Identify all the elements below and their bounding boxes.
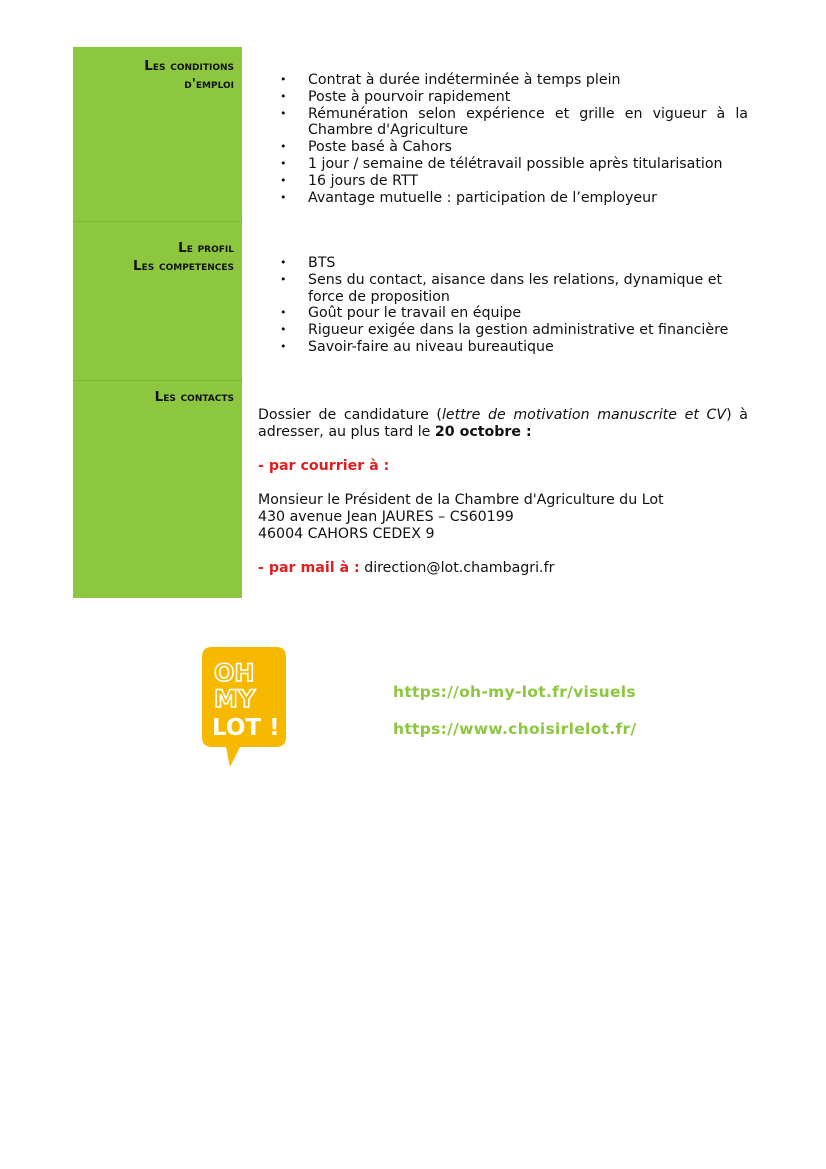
links-block bbox=[393, 683, 636, 738]
profil-heading-line2: Les competences bbox=[133, 258, 234, 274]
list-item: • 16 jours de RTT bbox=[258, 173, 748, 190]
conditions-section bbox=[258, 72, 748, 206]
logo-text-lot: LOT ! bbox=[212, 715, 280, 741]
contacts-section bbox=[258, 407, 748, 577]
conditions-heading-line2: d'emploi bbox=[184, 76, 234, 92]
list-item: • Poste basé à Cahors bbox=[258, 139, 748, 156]
mail-line bbox=[258, 560, 748, 577]
address-line: 430 avenue Jean JAURES – CS60199 bbox=[258, 509, 514, 525]
list-item: • Sens du contact, aisance dans les relations, dynamique et force de proposition bbox=[258, 272, 748, 306]
list-item: • Avantage mutuelle : participation de l’employeur bbox=[258, 190, 748, 207]
intro-text: ) à adresser, au plus tard le bbox=[258, 407, 748, 440]
list-item: • Rémunération selon expérience et grille en vigueur à la Chambre d'Agriculture bbox=[258, 106, 748, 140]
link-choisirlelot[interactable]: https://www.choisirlelot.fr/ bbox=[393, 720, 637, 738]
mail-address[interactable]: direction@lot.chambagri.fr bbox=[364, 560, 555, 576]
oh-my-lot-logo bbox=[200, 645, 288, 769]
address-line: 46004 CAHORS CEDEX 9 bbox=[258, 526, 435, 542]
intro-italic-text: lettre de motivation manuscrite et CV bbox=[441, 407, 727, 423]
list-item: • Savoir-faire au niveau bureautique bbox=[258, 339, 748, 356]
logo-text-oh: OH bbox=[214, 659, 255, 687]
list-item: • Poste à pourvoir rapidement bbox=[258, 89, 748, 106]
application-intro bbox=[258, 407, 748, 441]
sidebar-divider bbox=[73, 221, 242, 222]
list-item: • Rigueur exigée dans la gestion administrative et financière bbox=[258, 322, 748, 339]
list-item: • Contrat à durée indéterminée à temps plein bbox=[258, 72, 748, 89]
conditions-list bbox=[258, 72, 748, 206]
conditions-heading bbox=[144, 57, 234, 93]
logo-text-my: MY bbox=[214, 685, 256, 713]
list-item: • BTS bbox=[258, 255, 748, 272]
sidebar-divider bbox=[73, 380, 242, 381]
list-item: • Goût pour le travail en équipe bbox=[258, 305, 748, 322]
contacts-heading-line1: Les contacts bbox=[154, 389, 234, 405]
list-item: • 1 jour / semaine de télétravail possible après titularisation bbox=[258, 156, 748, 173]
link-visuels[interactable]: https://oh-my-lot.fr/visuels bbox=[393, 683, 636, 701]
profil-heading-line1: Le profil bbox=[178, 240, 234, 256]
mail-label: - par mail à : bbox=[258, 560, 360, 576]
conditions-heading-line1: Les conditions bbox=[144, 58, 234, 74]
intro-text: Dossier de candidature ( bbox=[258, 407, 442, 423]
sidebar bbox=[73, 47, 242, 598]
contacts-heading bbox=[155, 388, 234, 406]
profil-list bbox=[258, 255, 748, 356]
deadline-date: 20 octobre : bbox=[434, 424, 532, 440]
profil-section bbox=[258, 255, 748, 356]
courrier-label: - par courrier à : bbox=[258, 458, 390, 474]
profil-heading bbox=[133, 239, 234, 275]
address-line: Monsieur le Président de la Chambre d'Agriculture du Lot bbox=[258, 492, 664, 508]
